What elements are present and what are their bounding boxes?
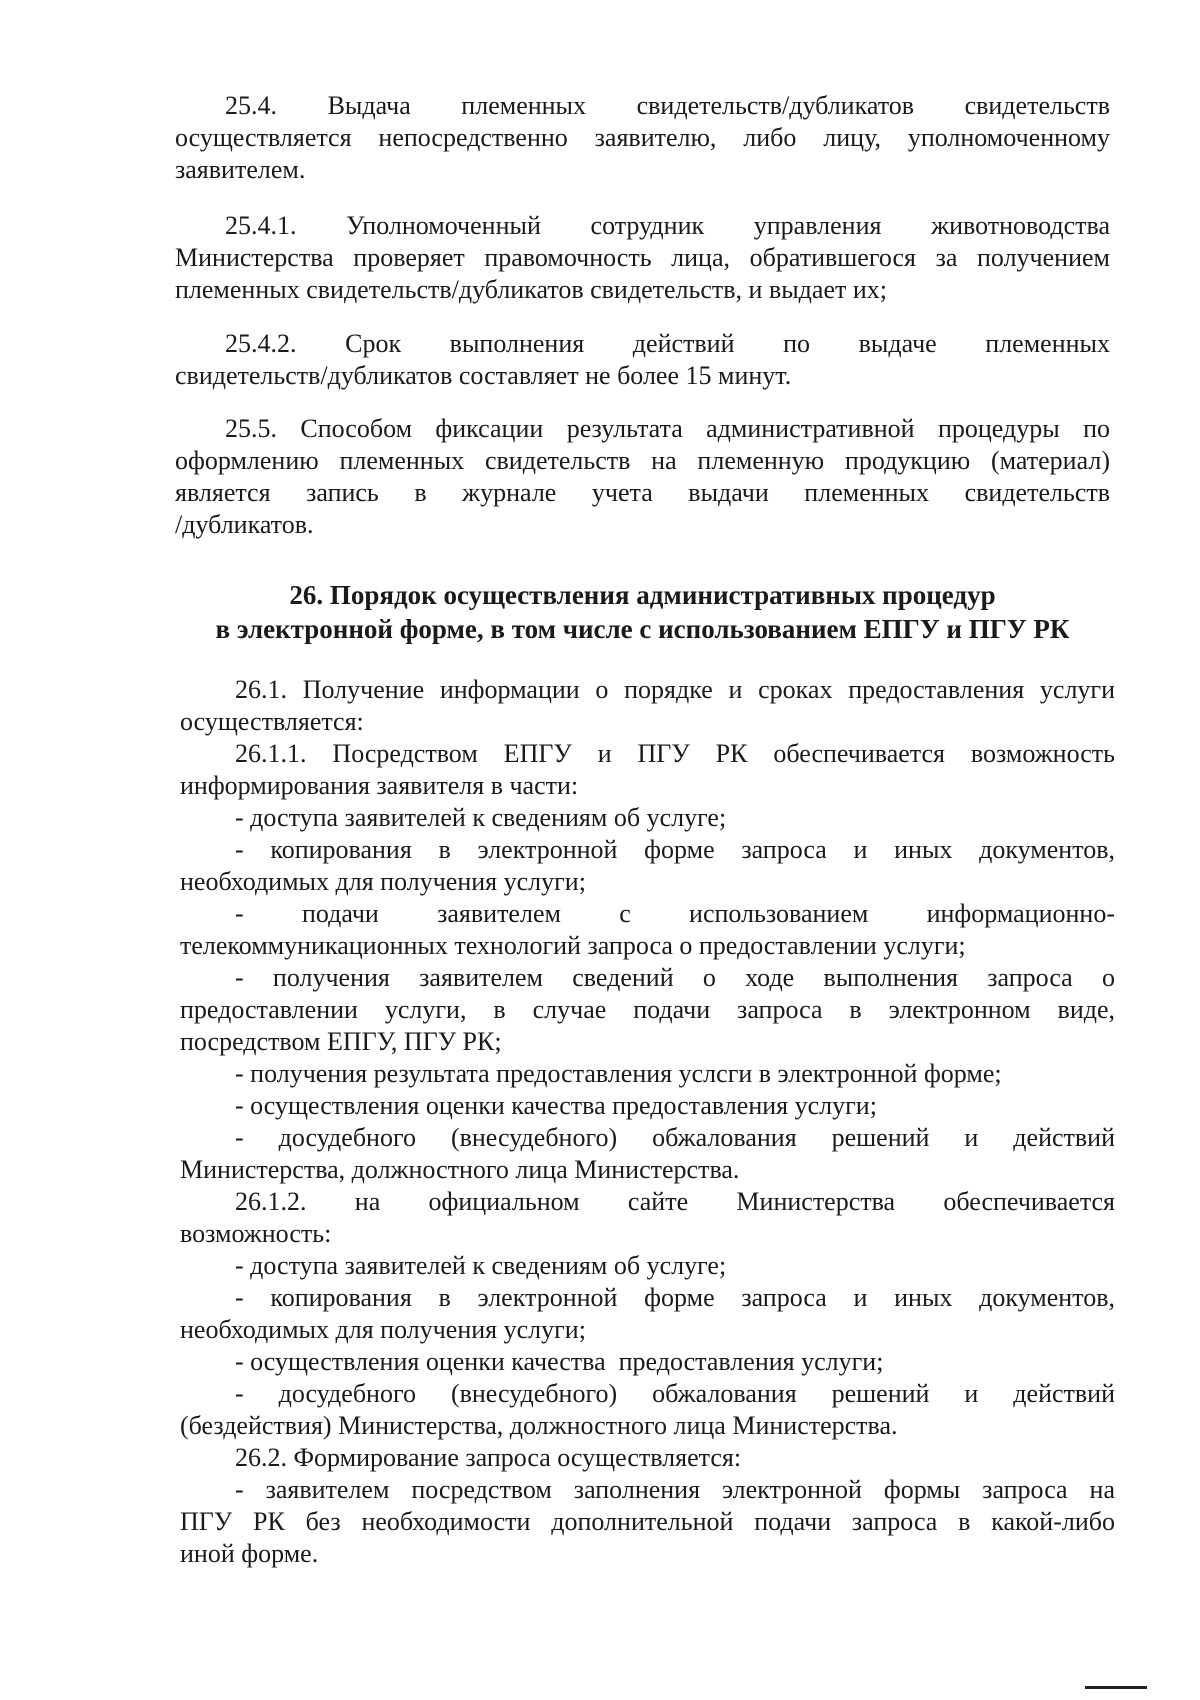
text-line: оформлению племенных свидетельств на племенную продукцию (материал): [175, 446, 1110, 475]
text-line: - подачи заявителем с использованием информационно-: [235, 899, 1115, 928]
list-item: [180, 1346, 1115, 1378]
text-line: - заявителем посредством заполнения электронной формы запроса на: [235, 1475, 1115, 1504]
text-line: ПГУ РК без необходимости дополнительной подачи запроса в какой-либо: [180, 1507, 1115, 1536]
list-item: [180, 1250, 1115, 1282]
text-line: 26.1.1. Посредством ЕПГУ и ПГУ РК обеспечивается возможность: [235, 739, 1115, 768]
text-line: осуществляется:: [180, 707, 364, 736]
paragraph-26-1-1: [180, 738, 1115, 802]
text-line: 26.1.2. на официальном сайте Министерства обеспечивается: [235, 1187, 1115, 1216]
text-line: 25.4.2. Срок выполнения действий по выдаче племенных: [225, 329, 1110, 358]
text-line: - получения заявителем сведений о ходе выполнения запроса о: [235, 963, 1115, 992]
text-line: - копирования в электронной форме запроса и иных документов,: [235, 835, 1115, 864]
text-line: информирования заявителя в части:: [180, 771, 579, 800]
text-line: возможность:: [180, 1219, 332, 1248]
text-line: осуществляется непосредственно заявителю, либо лицу, уполномоченному: [175, 123, 1110, 152]
list-item: [180, 834, 1115, 898]
text-line: - доступа заявителей к сведениям об услуге;: [235, 803, 727, 832]
text-line: /дубликатов.: [175, 510, 314, 539]
list-item: [180, 1282, 1115, 1346]
text-line: предоставлении услуги, в случае подачи запроса в электронном виде,: [180, 995, 1115, 1024]
paragraph-25-4-1: [175, 210, 1110, 306]
text-line: телекоммуникационных технологий запроса о предоставлении услуги;: [180, 931, 966, 960]
text-line: является запись в журнале учета выдачи племенных свидетельств: [175, 478, 1110, 507]
paragraph-26-2: [180, 1442, 1115, 1474]
heading-line: 26. Порядок осуществления административных процедур: [289, 580, 996, 610]
text-line: - копирования в электронной форме запроса и иных документов,: [235, 1283, 1115, 1312]
list-item: [180, 898, 1115, 962]
list-item: [180, 962, 1115, 1058]
text-line: - доступа заявителей к сведениям об услуге;: [235, 1251, 727, 1280]
text-line: - досудебного (внесудебного) обжалования решений и действий: [235, 1123, 1115, 1152]
page-footer-rule: [1085, 1686, 1147, 1689]
text-line: - осуществления оценки качества предоставления услуги;: [235, 1091, 877, 1120]
section-26-body: [180, 674, 1115, 1570]
text-line: иной форме.: [180, 1539, 319, 1568]
heading-line: в электронной форме, в том числе с использованием ЕПГУ и ПГУ РК: [215, 614, 1070, 644]
list-item: [180, 1474, 1115, 1570]
text-line: необходимых для получения услуги;: [180, 867, 586, 896]
list-item: [180, 802, 1115, 834]
text-line: (бездействия) Министерства, должностного лица Министерства.: [180, 1411, 898, 1440]
paragraph-25-5: [175, 413, 1110, 541]
text-line: посредством ЕПГУ, ПГУ РК;: [180, 1027, 502, 1056]
list-item: [180, 1058, 1115, 1090]
text-line: Министерства, должностного лица Министерства.: [180, 1155, 740, 1184]
text-line: - досудебного (внесудебного) обжалования решений и действий: [235, 1379, 1115, 1408]
text-line: заявителем.: [175, 155, 306, 184]
paragraph-26-1-2: [180, 1186, 1115, 1250]
text-line: 25.5. Способом фиксации результата административной процедуры по: [225, 414, 1110, 443]
text-line: Министерства проверяет правомочность лица, обратившегося за получением: [175, 243, 1110, 272]
text-line: 26.2. Формирование запроса осуществляется:: [235, 1443, 742, 1472]
text-line: необходимых для получения услуги;: [180, 1315, 586, 1344]
text-line: - получения результата предоставления услсги в электронной форме;: [235, 1059, 1002, 1088]
paragraph-25-4: [175, 90, 1110, 186]
text-line: свидетельств/дубликатов составляет не более 15 минут.: [175, 361, 792, 390]
text-line: племенных свидетельств/дубликатов свидетельств, и выдает их;: [175, 275, 887, 304]
paragraph-25-4-2: [175, 328, 1110, 392]
list-item: [180, 1090, 1115, 1122]
text-line: 26.1. Получение информации о порядке и сроках предоставления услуги: [235, 675, 1115, 704]
list-item: [180, 1122, 1115, 1186]
list-item: [180, 1378, 1115, 1442]
section-heading-26: [175, 578, 1110, 646]
text-line: - осуществления оценки качества предоставления услуги;: [235, 1347, 884, 1376]
text-line: 25.4.1. Уполномоченный сотрудник управления животноводства: [225, 211, 1110, 240]
text-line: 25.4. Выдача племенных свидетельств/дубликатов свидетельств: [225, 91, 1110, 120]
paragraph-26-1: [180, 674, 1115, 738]
